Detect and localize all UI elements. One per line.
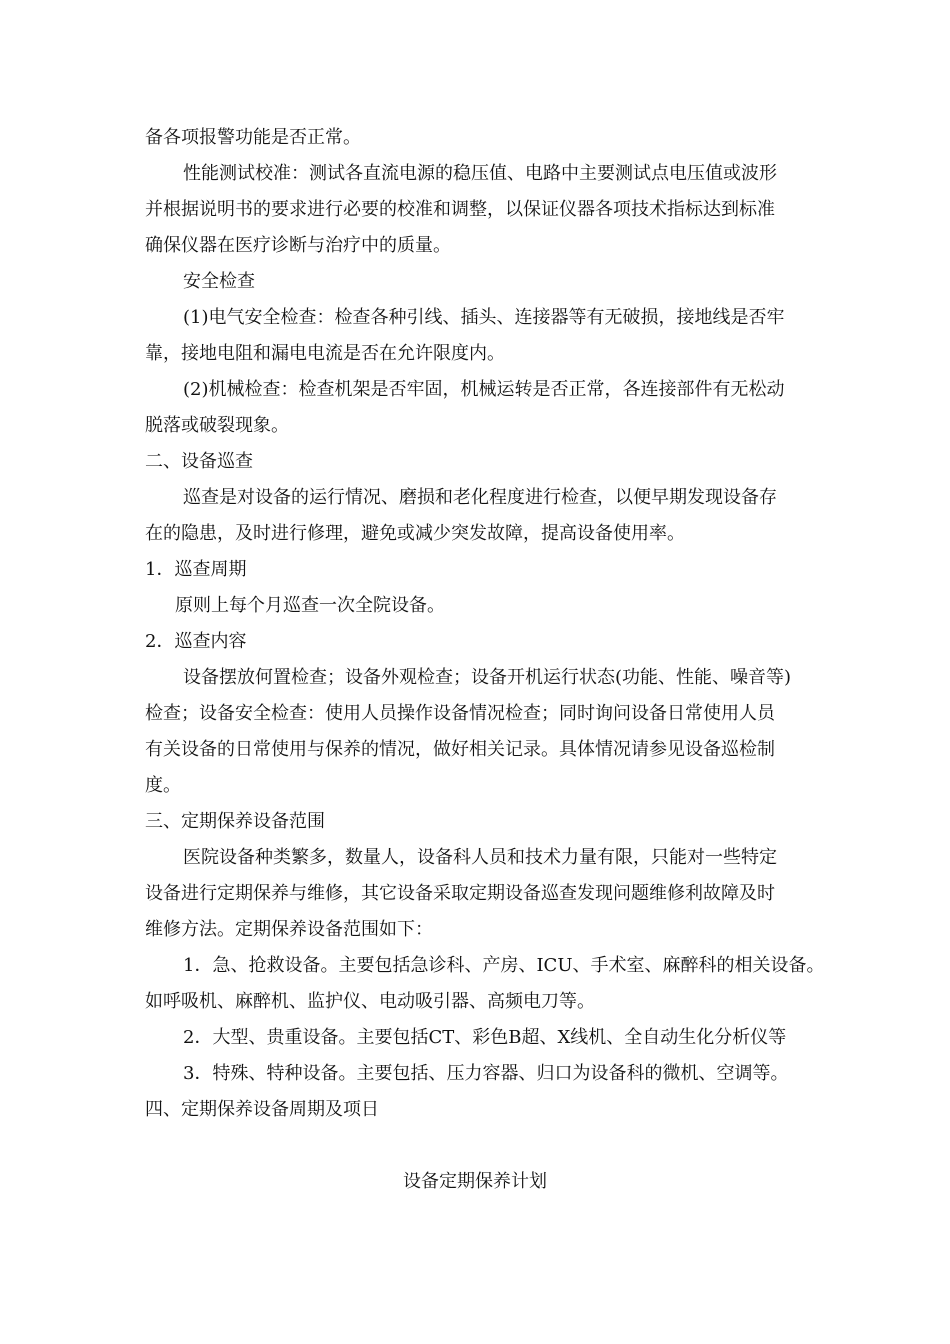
text-line: 性能测试校准：测试各直流电源的稳压值、电路中主要测试点电压值或波形: [183, 163, 777, 184]
list-item: 3．特殊、特种设备。主要包括、压力容器、归口为设备科的微机、空调等。: [183, 1063, 789, 1084]
text-line: (2)机械检查：检查机架是否牢固，机械运转是否正常，各连接部件有无松动: [183, 379, 785, 400]
section-heading: 2．巡查内容: [145, 631, 247, 652]
text-line: 巡查是对设备的运行情况、磨损和老化程度进行检查，以便早期发现设备存: [183, 487, 777, 508]
text-line: 在的隐患，及时进行修理，避免或减少突发故障，提高设备使用率。: [145, 523, 685, 544]
text-line: 检查；设备安全检查：使用人员操作设备情况检查；同时询问设备日常使用人员: [145, 703, 775, 724]
text-line: 度。: [145, 775, 181, 796]
section-heading: 三、定期保养设备范围: [145, 811, 325, 832]
text-line: 靠，接地电阻和漏电电流是否在允许限度内。: [145, 343, 505, 364]
text-line: 并根据说明书的要求进行必要的校准和调整，以保证仪器各项技术指标达到标准: [145, 199, 775, 220]
text-line: 备各项报警功能是否正常。: [145, 127, 361, 148]
text-line: 脱落或破裂现象。: [145, 415, 289, 436]
list-item: 1．急、抢救设备。主要包括急诊科、产房、ICU、手术室、麻醉科的相关设备。: [183, 955, 825, 976]
list-item: 2．大型、贵重设备。主要包括CT、彩色B超、X线机、全自动生化分析仪等: [183, 1027, 787, 1048]
section-heading: 四、定期保养设备周期及项日: [145, 1099, 379, 1120]
text-line: 如呼吸机、麻醉机、监护仪、电动吸引器、高频电刀等。: [145, 991, 595, 1012]
table-title: 设备定期保养计划: [403, 1171, 547, 1192]
text-line: 设备摆放何置检查；设备外观检查；设备开机运行状态(功能、性能、噪音等): [183, 667, 792, 688]
section-heading: 1．巡查周期: [145, 559, 247, 580]
section-heading: 二、设备巡查: [145, 451, 253, 472]
text-line: 确保仪器在医疗诊断与治疗中的质量。: [145, 235, 451, 256]
text-line: 维修方法。定期保养设备范围如下：: [145, 919, 433, 940]
text-line: (1)电气安全检查：检查各种引线、插头、连接器等有无破损，接地线是否牢: [183, 307, 785, 328]
text-line: 有关设备的日常使用与保养的情况，做好相关记录。具体情况请参见设备巡检制: [145, 739, 775, 760]
text-line: 原则上每个月巡查一次全院设备。: [175, 595, 445, 616]
section-heading: 安全检查: [183, 271, 255, 292]
text-line: 设备进行定期保养与维修，其它设备采取定期设备巡查发现问题维修利故障及时: [145, 883, 775, 904]
text-line: 医院设备种类繁多，数量人，设备科人员和技术力量有限，只能对一些特定: [183, 847, 777, 868]
